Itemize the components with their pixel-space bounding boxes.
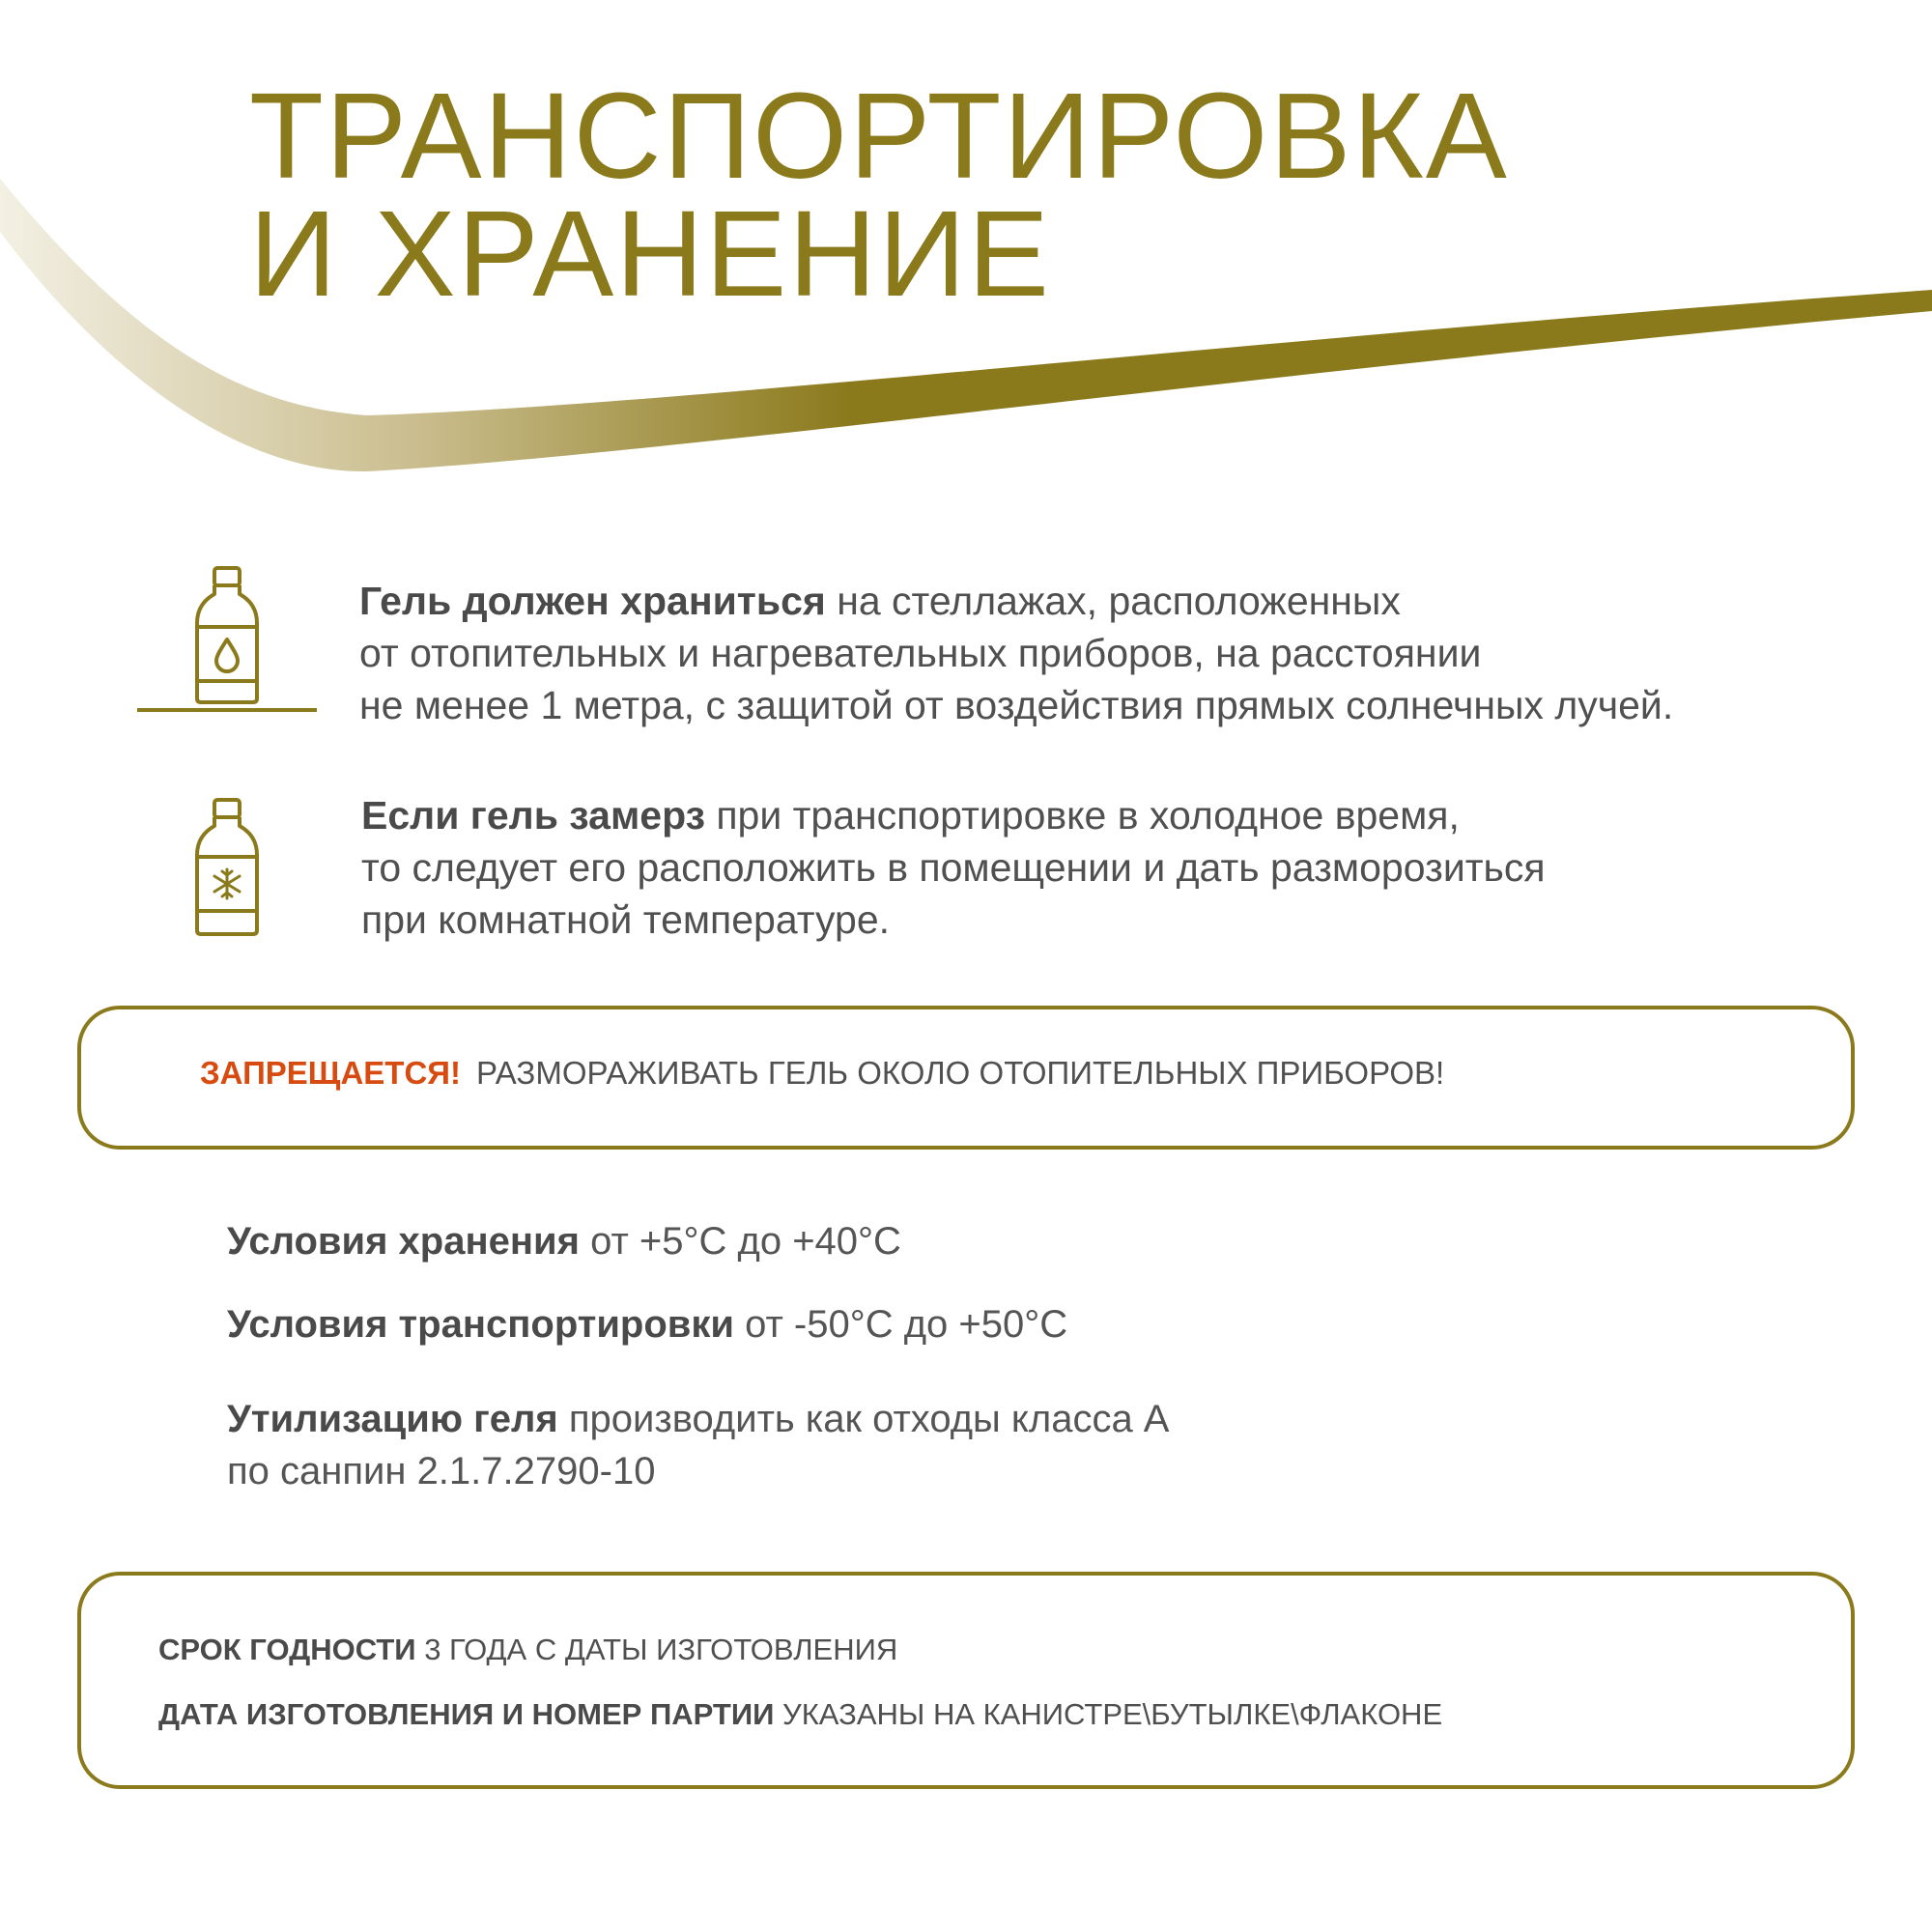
warning-label: ЗАПРЕЩАЕТСЯ! [200, 1055, 461, 1091]
shelf-life-label: СРОК ГОДНОСТИ [158, 1633, 416, 1666]
title-line-1: ТРАНСПОРТИРОВКА [249, 68, 1509, 204]
frozen-bold: Если гель замерз [361, 793, 705, 838]
storage-conditions [227, 1215, 901, 1267]
disposal-conditions [227, 1393, 1169, 1497]
storage-conditions-label: Условия хранения [227, 1220, 580, 1263]
transport-conditions-value: от -50°С до +50°С [733, 1303, 1068, 1346]
disposal-label: Утилизацию геля [227, 1398, 558, 1440]
storage-bold: Гель должен храниться [359, 579, 826, 623]
info-box [77, 1572, 1855, 1789]
storage-line-3: не менее 1 метра, с защитой от воздействия прямых солнечных лучей. [359, 683, 1674, 727]
shelf-life-value: 3 ГОДА С ДАТЫ ИЗГОТОВЛЕНИЯ [415, 1633, 898, 1666]
frozen-line-1: при транспортировке в холодное время, [704, 793, 1460, 838]
bottle-snowflake-icon [135, 797, 319, 937]
shelf-life-row [158, 1633, 897, 1667]
warning-row [200, 1055, 1444, 1092]
bottle-drop-icon [135, 565, 319, 720]
storage-conditions-value: от +5°С до +40°С [579, 1220, 901, 1263]
production-date-row [158, 1697, 1442, 1732]
warning-text: РАЗМОРАЖИВАТЬ ГЕЛЬ ОКОЛО ОТОПИТЕЛЬНЫХ ПРИБОРОВ! [475, 1055, 1445, 1091]
storage-line-2: от отопительных и нагревательных приборов, на расстоянии [359, 631, 1482, 675]
storage-paragraph [359, 575, 1673, 731]
production-date-value: УКАЗАНЫ НА КАНИСТРЕ\БУТЫЛКЕ\ФЛАКОНЕ [774, 1697, 1443, 1731]
frozen-paragraph [361, 789, 1546, 946]
transport-conditions [227, 1298, 1067, 1350]
storage-line-1: на стеллажах, расположенных [825, 579, 1401, 623]
frozen-line-3: при комнатной температуре. [361, 897, 891, 942]
production-date-label: ДАТА ИЗГОТОВЛЕНИЯ И НОМЕР ПАРТИИ [158, 1697, 775, 1731]
page-title [249, 68, 1509, 322]
title-line-2: И ХРАНЕНИЕ [249, 185, 1051, 322]
frozen-line-2: то следует его расположить в помещении и дать разморозиться [361, 845, 1546, 890]
disposal-line-2: по санпин 2.1.7.2790-10 [227, 1450, 656, 1492]
disposal-value: производить как отходы класса А [557, 1398, 1170, 1440]
transport-conditions-label: Условия транспортировки [227, 1303, 734, 1346]
